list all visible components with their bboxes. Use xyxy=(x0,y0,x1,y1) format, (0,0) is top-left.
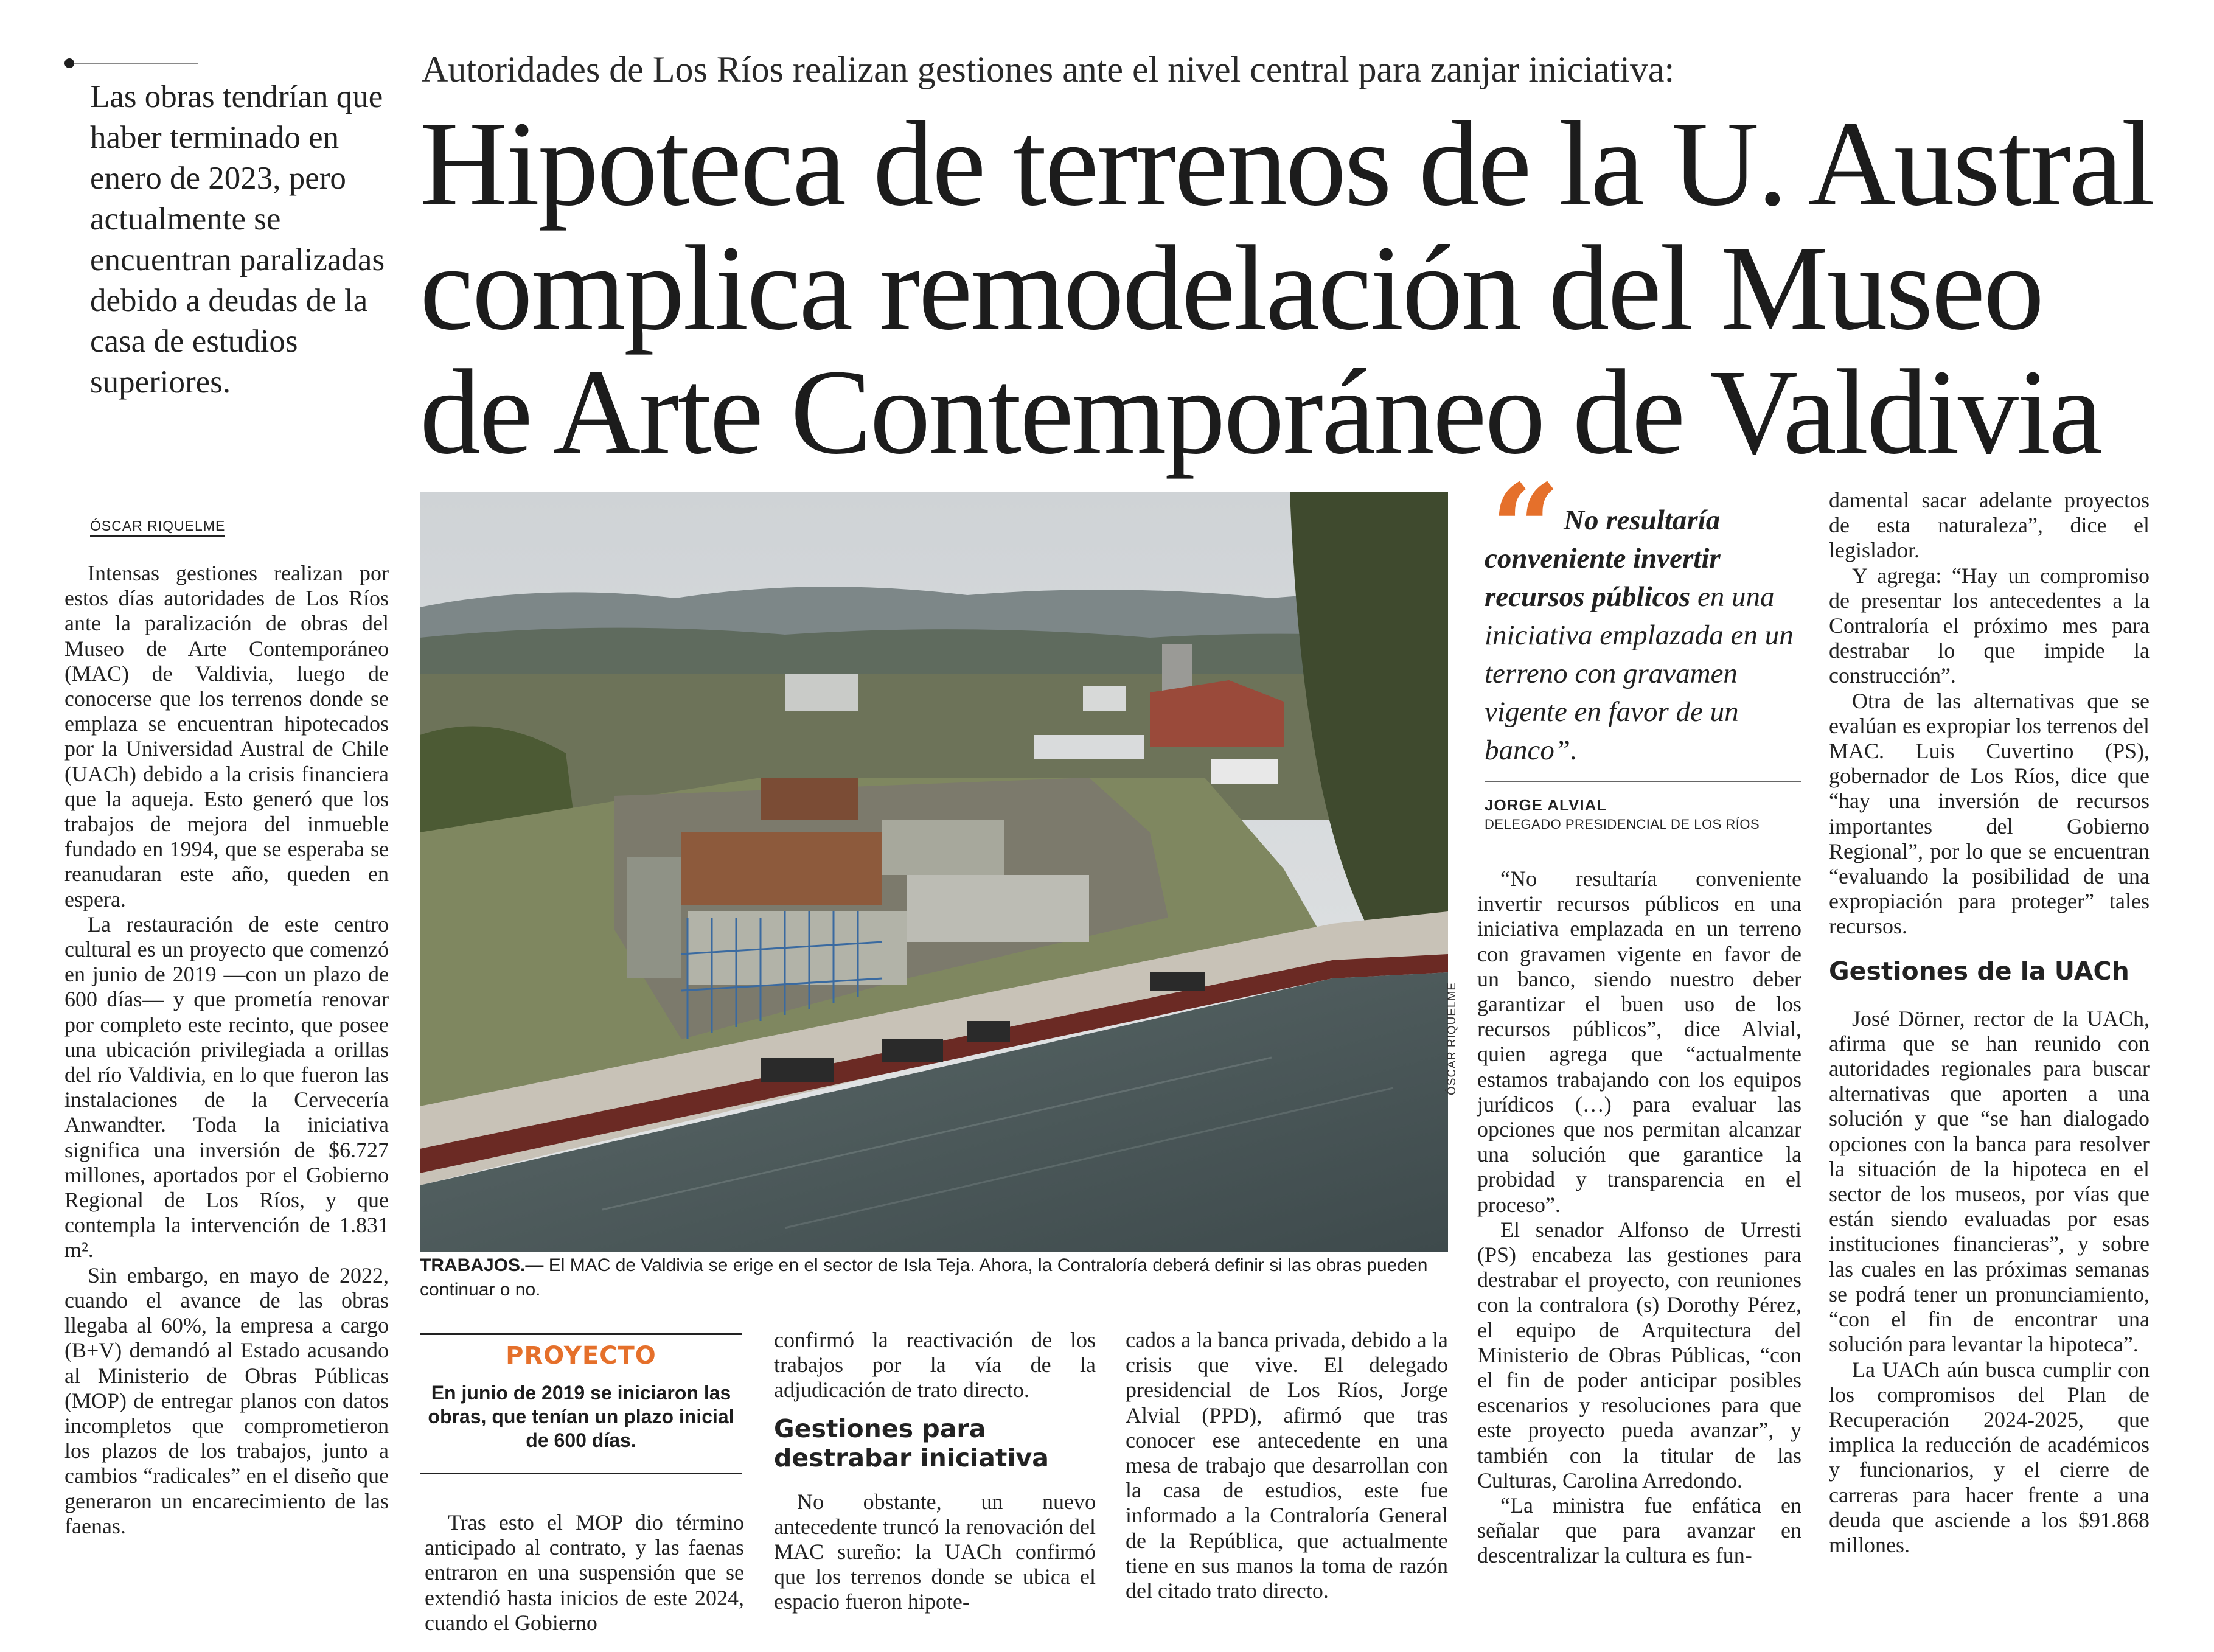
section-heading: Gestiones de la UACh xyxy=(1829,956,2129,986)
paragraph: José Dörner, rector de la UACh, afirma que se han reunido con autoridades regionales para buscar alternativas que aporten a una solución y que “se han dialogado opciones con la banca para resolver la situación de la hipoteca en el sector de los museos, por vías que están siendo evaluadas por esas instituciones financieras”, y sobre las cuales en las próximas semanas se podrá tener un pronunciamiento, “con el fin de encontrar una solución para levantar la hipoteca”. xyxy=(1829,1006,2150,1357)
quote-mark-icon: “ xyxy=(1491,458,1561,601)
paragraph: La UACh aún busca cumplir con los compromisos del Plan de Recuperación 2024-2025, que implica la reducción de académicos y funcionarios, y el cierre de carreras para hacer frente a una deuda que asciende a los $91.868 millones. xyxy=(1829,1357,2150,1557)
paragraph: Sin embargo, en mayo de 2022, cuando el avance de las obras llegaba al 60%, la empresa a cargo (B+V) demandó al Estado acusando al Ministerio de Obras Públicas (MOP) de entregar planos con datos incompletos que comprometieron los plazos de los trabajos, junto a cambios “radicales” en el diseño que generaron un encarecimiento de las faenas. xyxy=(64,1263,389,1538)
headline-line: de Arte Contemporáneo de Valdivia xyxy=(420,345,2101,479)
body-column-1 xyxy=(64,561,389,1539)
body-column-2 xyxy=(425,1510,744,1636)
headline xyxy=(420,97,2184,479)
photo-credit: ÓSCAR RIQUELME xyxy=(1446,981,1458,1095)
headline-line: Hipoteca de terrenos de la U. Austral xyxy=(420,97,2154,231)
paragraph: cados a la banca privada, debido a la crisis que vive. El delegado presidencial de Los Ríos, Jorge Alvial (PPD), afirmó que tras conocer ese antecedente en una mesa de trabajo que desarrollan con la casa de estudios, este fue informado a la Contraloría General de la República, que actualmente tiene en sus manos la toma de razón del citado trato directo. xyxy=(1126,1328,1448,1603)
byline: ÓSCAR RIQUELME xyxy=(90,518,225,537)
quote-author: JORGE ALVIAL xyxy=(1485,796,1607,814)
paragraph: Y agrega: “Hay un compromiso de presentar los antecedentes a la Contraloría el próximo mes para destrabar lo que impide la construcción”. xyxy=(1829,563,2150,688)
section-heading: Gestiones para destrabar iniciativa xyxy=(774,1413,1049,1473)
quote-rest: en una iniciativa emplazada en un terreno con gravamen vigente en favor de un banco”. xyxy=(1485,581,1794,766)
project-text: En junio de 2019 se iniciaron las obras, que tenían un plazo inicial de 600 días. xyxy=(428,1382,734,1451)
body-column-5 xyxy=(1477,866,1801,1569)
box-bottom-rule xyxy=(420,1473,742,1474)
body-column-3 xyxy=(774,1328,1096,1615)
paragraph: “La ministra fue enfática en señalar que para avanzar en descentralizar la cultura es fun- xyxy=(1477,1493,1801,1568)
paragraph: Intensas gestiones realizan por estos días autoridades de Los Ríos ante la paralización de obras del Museo de Arte Contemporáneo (MAC) de Valdivia, luego de conocerse que los terrenos donde se emplaza se encuentran hipotecados por la Universidad Austral de Chile (UACh) debido a la crisis financiera que la aqueja. Esto generó que los trabajos de mejora del inmueble fundado en 1994, que se esperaba se reanudaran este año, queden en espera. xyxy=(64,561,389,911)
bullet-dot-icon xyxy=(64,58,74,68)
photo-caption xyxy=(420,1253,1448,1302)
pull-quote xyxy=(1485,501,1801,770)
quote-author-role: DELEGADO PRESIDENCIAL DE LOS RÍOS xyxy=(1485,817,1760,832)
divider-line xyxy=(64,63,198,64)
box-rule xyxy=(420,1333,742,1335)
quote-rule xyxy=(1485,781,1801,782)
paragraph: confirmó la reactivación de los trabajos por la vía de la adjudicación de trato directo. xyxy=(774,1328,1096,1403)
project-label: PROYECTO xyxy=(506,1342,656,1370)
caption-text: El MAC de Valdivia se erige en el sector de Isla Teja. Ahora, la Contraloría deberá definir si las obras pueden continuar o no. xyxy=(420,1255,1428,1300)
intro-deck: Las obras tendrían que haber terminado en enero de 2023, pero actualmente se encuentran paralizadas debido a deudas de la casa de estudios superiores. xyxy=(90,79,385,400)
quote-bold: No resultaría conveniente invertir recursos públicos xyxy=(1485,504,1721,613)
museum-aerial-photo xyxy=(420,492,1448,1252)
body-column-6 xyxy=(1829,488,2150,1558)
kicker: Autoridades de Los Ríos realizan gestiones ante el nivel central para zanjar iniciativa: xyxy=(422,49,1675,89)
paragraph: La restauración de este centro cultural es un proyecto que comenzó en junio de 2019 —con un plazo de 600 días— y que prometía renovar por completo este recinto, que posee una ubicación privilegiada a orillas del río Valdivia, en lo que fueron las instalaciones de la Cervecería Anwandter. Toda la iniciativa significa una inversión de $6.727 millones, aportados por el Gobierno Regional de Los Ríos, y que contempla la intervención de 1.831 m². xyxy=(64,911,389,1263)
paragraph: El senador Alfonso de Urresti (PS) encabeza las gestiones para destrabar el proyecto, con reuniones con la contralora (s) Dorothy Pérez, el equipo de Arquitectura del Ministerio de Obras Públicas, “con el fin de poder anticipar posibles escenarios y resoluciones para que este proyecto pueda avanzar”, y también con la titular de las Culturas, Carolina Arredondo. xyxy=(1477,1217,1801,1493)
paragraph: Tras esto el MOP dio término anticipado al contrato, y las faenas entraron en una suspensión que se extendió hasta inicios de este 2024, cuando el Gobierno xyxy=(425,1510,744,1635)
paragraph: “No resultaría conveniente invertir recursos públicos en una iniciativa emplazada en un terreno con gravamen vigente en favor de un banco, siendo nuestro deber garantizar el buen uso de los recursos públicos”, dice Alvial, quien agrega que “actualmente estamos trabajando con los equipos jurídicos (…) para evaluar las opciones que nos permitan alcanzar una solución que garantice la probidad y transparencia en el proceso”. xyxy=(1477,866,1801,1217)
paragraph: Otra de las alternativas que se evalúan es expropiar los terrenos del MAC. Luis Cuvertino (PS), gobernador de Los Ríos, dice que “hay una inversión de recursos importantes del Gobierno Regional”, por lo que se encuentran “evaluando la posibilidad de una expropiación para proteger” tales recursos. xyxy=(1829,688,2150,939)
headline-line: complica remodelación del Museo xyxy=(420,221,2043,355)
body-column-4 xyxy=(1126,1328,1448,1603)
paragraph: damental sacar adelante proyectos de esta naturaleza”, dice el legislador. xyxy=(1829,488,2150,563)
caption-label: TRABAJOS.— xyxy=(420,1255,544,1275)
paragraph: No obstante, un nuevo antecedente truncó la renovación del MAC sureño: la UACh confirmó que los terrenos donde se ubica el espacio fueron hipote- xyxy=(774,1489,1096,1614)
